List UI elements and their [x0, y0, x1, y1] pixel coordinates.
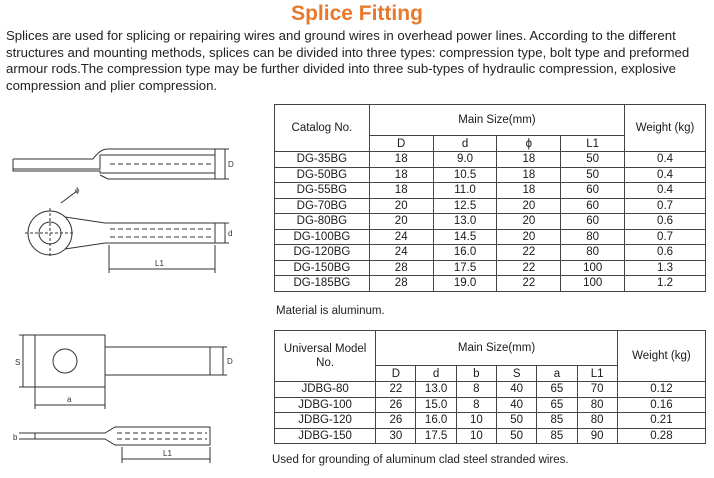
table-cell: 65 — [537, 382, 577, 398]
intro-paragraph: Splices are used for splicing or repairing wires and ground wires in overhead power lines. According to the different structures and mounting methods, splices can be divided into three types: compression type, bolt type and preformed armour rods.The compression type may be further divided into three sub-types of hydraulic compression, explosive compression and plier compression. — [6, 28, 690, 93]
jdbg-plan-view — [19, 335, 227, 409]
table-cell: 18 — [497, 167, 561, 183]
table-cell: 18 — [497, 152, 561, 168]
table-row — [275, 214, 706, 230]
table-cell: 26 — [376, 397, 416, 413]
table-cell: 80 — [561, 245, 625, 261]
table-cell: 12.5 — [433, 198, 497, 214]
table-cell: 22 — [497, 245, 561, 261]
table-cell: DG-150BG — [275, 260, 370, 276]
table-cell: 20 — [497, 214, 561, 230]
table-cell: 1.2 — [625, 276, 706, 292]
table-cell: 80 — [577, 397, 617, 413]
dg-label-phi: ϕ — [75, 186, 80, 195]
dg-header-main-size: Main Size(mm) — [369, 105, 624, 136]
table-cell: 60 — [561, 183, 625, 199]
table-cell: 13.0 — [416, 382, 456, 398]
jdbg-header-row — [275, 331, 706, 366]
jdbg-label-a: a — [67, 395, 72, 404]
table-cell: 0.4 — [625, 167, 706, 183]
table-cell: DG-55BG — [275, 183, 370, 199]
table-cell: 40 — [497, 397, 537, 413]
dg-header-row — [275, 105, 706, 136]
table-cell: 20 — [369, 198, 433, 214]
table-cell: 28 — [369, 276, 433, 292]
table-row — [275, 428, 706, 444]
table-cell: 22 — [497, 260, 561, 276]
jdbg-side-view — [19, 427, 210, 463]
table-cell: 22 — [497, 276, 561, 292]
table-cell: 20 — [497, 198, 561, 214]
table-cell: 10.5 — [433, 167, 497, 183]
jdbg-spec-table — [274, 330, 706, 444]
table-cell: 60 — [561, 214, 625, 230]
table-cell: 17.5 — [416, 428, 456, 444]
table-cell: DG-70BG — [275, 198, 370, 214]
table-row — [275, 229, 706, 245]
table-cell: 80 — [577, 413, 617, 429]
table-cell: 0.12 — [617, 382, 705, 398]
jdbg-label-b: b — [13, 433, 18, 442]
table-cell: 18 — [369, 152, 433, 168]
table-cell: 10 — [456, 428, 496, 444]
table-cell: 14.5 — [433, 229, 497, 245]
table-cell: JDBG-100 — [275, 397, 376, 413]
table-cell: 85 — [537, 413, 577, 429]
page-title: Splice Fitting — [291, 2, 423, 25]
table-cell: 50 — [561, 152, 625, 168]
table-cell: 0.6 — [625, 245, 706, 261]
table-cell: 22 — [376, 382, 416, 398]
table-cell: 65 — [537, 397, 577, 413]
jdbg-subheader: S — [497, 366, 537, 382]
dg-plan-view — [25, 191, 229, 273]
table-cell: 30 — [376, 428, 416, 444]
table-cell: 8 — [456, 382, 496, 398]
jdbg-subheader: D — [376, 366, 416, 382]
table-cell: 20 — [497, 229, 561, 245]
jdbg-table-note: Used for grounding of aluminum clad steel stranded wires. — [272, 454, 569, 466]
table-cell: JDBG-120 — [275, 413, 376, 429]
table-cell: 0.4 — [625, 183, 706, 199]
jdbg-splice-drawing — [5, 325, 267, 465]
table-cell: 0.6 — [625, 214, 706, 230]
table-cell: 60 — [561, 198, 625, 214]
jdbg-label-S: S — [15, 358, 21, 367]
table-cell: 19.0 — [433, 276, 497, 292]
dg-subheader: d — [433, 136, 497, 152]
table-cell: 0.7 — [625, 198, 706, 214]
dg-header-catalog: Catalog No. — [275, 105, 370, 152]
table-row — [275, 198, 706, 214]
table-cell: 40 — [497, 382, 537, 398]
table-row — [275, 276, 706, 292]
table-cell: 0.16 — [617, 397, 705, 413]
table-cell: 24 — [369, 245, 433, 261]
jdbg-header-weight: Weight (kg) — [617, 331, 705, 382]
table-cell: 18 — [369, 183, 433, 199]
table-cell: 0.28 — [617, 428, 705, 444]
table-cell: 80 — [561, 229, 625, 245]
table-cell: 0.4 — [625, 152, 706, 168]
dg-subheader: D — [369, 136, 433, 152]
table-cell: 20 — [369, 214, 433, 230]
table-cell: 18 — [497, 183, 561, 199]
table-cell: 10 — [456, 413, 496, 429]
table-cell: 26 — [376, 413, 416, 429]
table-cell: 9.0 — [433, 152, 497, 168]
table-cell: 8 — [456, 397, 496, 413]
jdbg-subheader: L1 — [577, 366, 617, 382]
table-cell: 18 — [369, 167, 433, 183]
table-cell: DG-80BG — [275, 214, 370, 230]
table-cell: 0.21 — [617, 413, 705, 429]
table-cell: 50 — [561, 167, 625, 183]
table-cell: DG-35BG — [275, 152, 370, 168]
table-row — [275, 183, 706, 199]
table-row — [275, 245, 706, 261]
dg-header-weight: Weight (kg) — [625, 105, 706, 152]
table-cell: DG-100BG — [275, 229, 370, 245]
table-cell: 15.0 — [416, 397, 456, 413]
jdbg-label-D: D — [227, 357, 233, 366]
dg-subheader: L1 — [561, 136, 625, 152]
table-cell: 90 — [577, 428, 617, 444]
table-cell: 0.7 — [625, 229, 706, 245]
table-cell: DG-120BG — [275, 245, 370, 261]
table-cell: 16.0 — [416, 413, 456, 429]
table-cell: 100 — [561, 276, 625, 292]
dg-subheader: ϕ — [497, 136, 561, 152]
table-cell: 50 — [497, 413, 537, 429]
table-cell: JDBG-150 — [275, 428, 376, 444]
table-cell: 16.0 — [433, 245, 497, 261]
table-cell: 24 — [369, 229, 433, 245]
table-row — [275, 260, 706, 276]
table-cell: 13.0 — [433, 214, 497, 230]
table-cell: DG-50BG — [275, 167, 370, 183]
table-cell: DG-185BG — [275, 276, 370, 292]
jdbg-subheader: a — [537, 366, 577, 382]
table-row — [275, 397, 706, 413]
table-row — [275, 382, 706, 398]
table-cell: 17.5 — [433, 260, 497, 276]
dg-label-L1: L1 — [155, 259, 164, 268]
table-row — [275, 413, 706, 429]
table-cell: 70 — [577, 382, 617, 398]
table-cell: 1.3 — [625, 260, 706, 276]
jdbg-subheader: d — [416, 366, 456, 382]
table-cell: 11.0 — [433, 183, 497, 199]
jdbg-label-L1: L1 — [163, 449, 172, 458]
dg-table-note: Material is aluminum. — [276, 305, 385, 317]
dg-label-d: d — [228, 229, 233, 238]
table-row — [275, 152, 706, 168]
table-cell: JDBG-80 — [275, 382, 376, 398]
table-cell: 85 — [537, 428, 577, 444]
jdbg-header-model: Universal Model No. — [275, 331, 376, 382]
dg-splice-drawing — [5, 125, 267, 285]
table-row — [275, 167, 706, 183]
table-cell: 50 — [497, 428, 537, 444]
table-cell: 100 — [561, 260, 625, 276]
jdbg-subheader: b — [456, 366, 496, 382]
dg-side-view — [13, 149, 229, 179]
dg-spec-table — [274, 104, 706, 292]
jdbg-header-main-size: Main Size(mm) — [376, 331, 618, 366]
table-cell: 28 — [369, 260, 433, 276]
dg-label-D: D — [228, 160, 234, 169]
